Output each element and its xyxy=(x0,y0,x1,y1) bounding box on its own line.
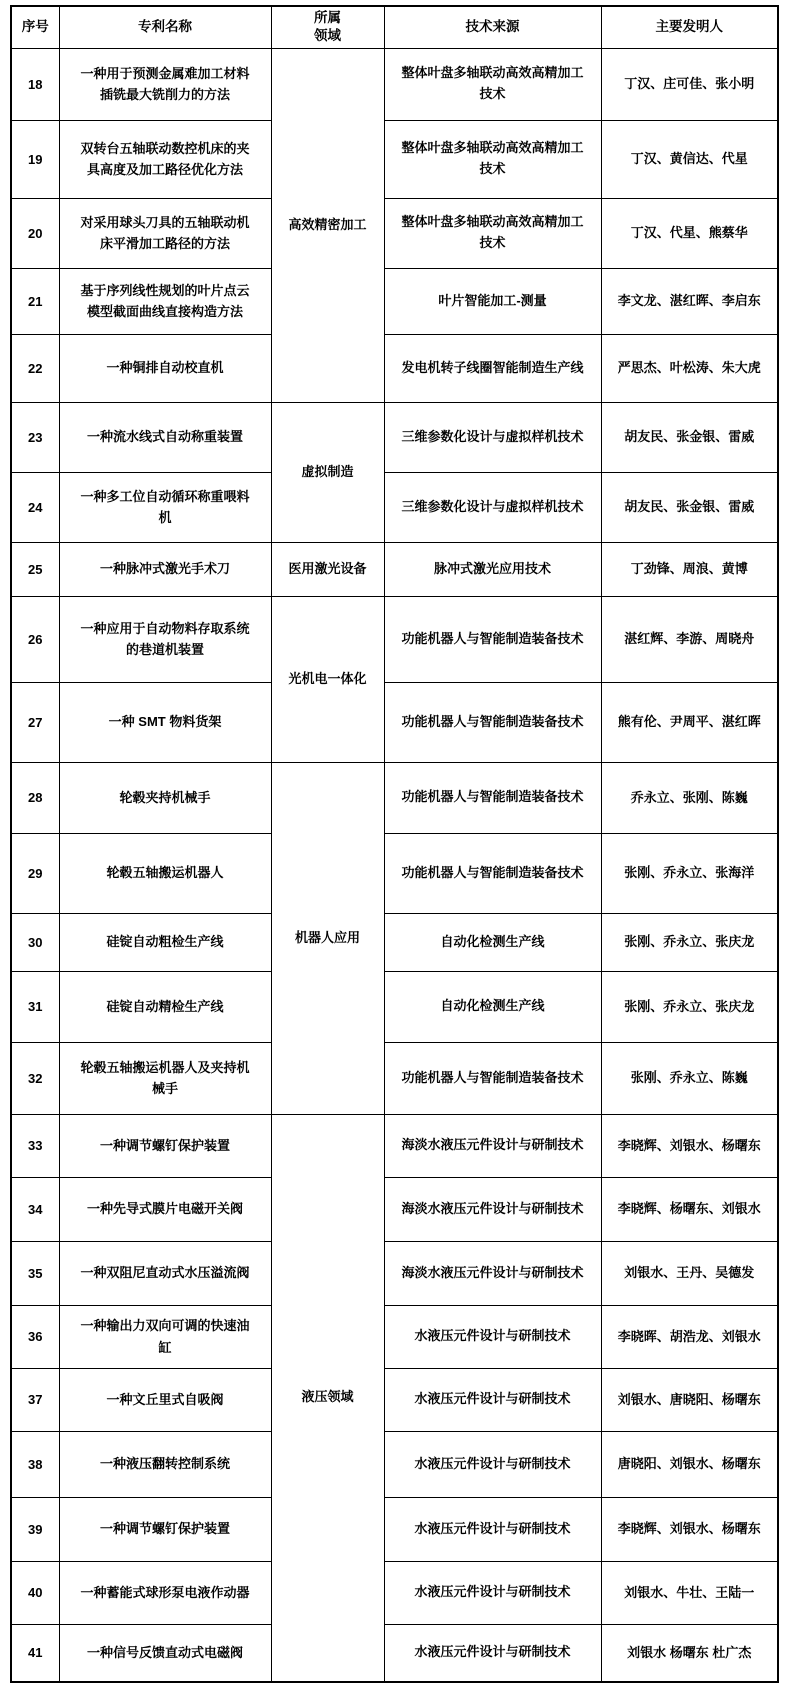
table-row xyxy=(11,472,778,542)
table-row xyxy=(11,971,778,1042)
cell-no: 21 xyxy=(11,268,59,334)
cell-no: 20 xyxy=(11,198,59,268)
header-field-line2: 领域 xyxy=(314,28,341,44)
cell-source: 海淡水液压元件设计与研制技术 xyxy=(384,1177,601,1241)
cell-no: 33 xyxy=(11,1114,59,1177)
cell-no: 29 xyxy=(11,833,59,913)
cell-inventors: 刘银水、王丹、吴德发 xyxy=(601,1241,778,1305)
cell-inventors: 张刚、乔永立、张海洋 xyxy=(601,833,778,913)
table-row xyxy=(11,402,778,472)
cell-patent-name: 对采用球头刀具的五轴联动机床平滑加工路径的方法 xyxy=(59,198,271,268)
cell-patent-name: 一种调节螺钉保护装置 xyxy=(59,1497,271,1561)
cell-patent-name: 一种信号反馈直动式电磁阀 xyxy=(59,1624,271,1682)
table-row xyxy=(11,1177,778,1241)
cell-source: 功能机器人与智能制造装备技术 xyxy=(384,596,601,682)
cell-field: 医用激光设备 xyxy=(271,542,384,596)
cell-inventors: 张刚、乔永立、张庆龙 xyxy=(601,971,778,1042)
header-source: 技术来源 xyxy=(384,6,601,48)
cell-patent-name: 一种调节螺钉保护装置 xyxy=(59,1114,271,1177)
table-row xyxy=(11,1368,778,1431)
cell-inventors: 丁汉、黄信达、代星 xyxy=(601,120,778,198)
cell-patent-name: 轮毂五轴搬运机器人 xyxy=(59,833,271,913)
header-field-line1: 所属 xyxy=(314,10,341,26)
cell-patent-name: 一种先导式膜片电磁开关阀 xyxy=(59,1177,271,1241)
cell-inventors: 李晓辉、刘银水、杨曙东 xyxy=(601,1114,778,1177)
table-row xyxy=(11,682,778,762)
cell-patent-name: 一种输出力双向可调的快速油缸 xyxy=(59,1305,271,1368)
cell-inventors: 李晓辉、杨曙东、刘银水 xyxy=(601,1177,778,1241)
cell-source: 发电机转子线圈智能制造生产线 xyxy=(384,334,601,402)
cell-no: 34 xyxy=(11,1177,59,1241)
cell-no: 22 xyxy=(11,334,59,402)
cell-source: 功能机器人与智能制造装备技术 xyxy=(384,762,601,833)
table-row xyxy=(11,542,778,596)
cell-source: 水液压元件设计与研制技术 xyxy=(384,1497,601,1561)
table-row xyxy=(11,913,778,971)
cell-source: 整体叶盘多轴联动高效高精加工技术 xyxy=(384,198,601,268)
cell-source: 三维参数化设计与虚拟样机技术 xyxy=(384,472,601,542)
cell-source: 水液压元件设计与研制技术 xyxy=(384,1624,601,1682)
cell-source: 整体叶盘多轴联动高效高精加工技术 xyxy=(384,120,601,198)
cell-no: 37 xyxy=(11,1368,59,1431)
cell-no: 39 xyxy=(11,1497,59,1561)
header-row xyxy=(11,6,778,48)
table-row xyxy=(11,1497,778,1561)
cell-patent-name: 双转台五轴联动数控机床的夹具高度及加工路径优化方法 xyxy=(59,120,271,198)
cell-source: 海淡水液压元件设计与研制技术 xyxy=(384,1241,601,1305)
cell-patent-name: 基于序列线性规划的叶片点云模型截面曲线直接构造方法 xyxy=(59,268,271,334)
cell-no: 24 xyxy=(11,472,59,542)
cell-source: 脉冲式激光应用技术 xyxy=(384,542,601,596)
table-row xyxy=(11,48,778,120)
cell-inventors: 湛红辉、李游、周晓舟 xyxy=(601,596,778,682)
header-field xyxy=(271,6,384,48)
table-row xyxy=(11,1561,778,1624)
table-row xyxy=(11,596,778,682)
cell-no: 31 xyxy=(11,971,59,1042)
cell-source: 整体叶盘多轴联动高效高精加工技术 xyxy=(384,48,601,120)
table-row xyxy=(11,198,778,268)
cell-source: 水液压元件设计与研制技术 xyxy=(384,1431,601,1497)
cell-patent-name: 轮毂五轴搬运机器人及夹持机械手 xyxy=(59,1042,271,1114)
cell-source: 水液压元件设计与研制技术 xyxy=(384,1368,601,1431)
cell-no: 36 xyxy=(11,1305,59,1368)
cell-patent-name: 一种铜排自动校直机 xyxy=(59,334,271,402)
cell-inventors: 张刚、乔永立、张庆龙 xyxy=(601,913,778,971)
cell-no: 32 xyxy=(11,1042,59,1114)
cell-inventors: 李文龙、湛红晖、李启东 xyxy=(601,268,778,334)
table-row xyxy=(11,833,778,913)
cell-inventors: 刘银水、牛壮、王陆一 xyxy=(601,1561,778,1624)
cell-no: 41 xyxy=(11,1624,59,1682)
cell-patent-name: 一种用于预测金属难加工材料插铣最大铣削力的方法 xyxy=(59,48,271,120)
cell-no: 38 xyxy=(11,1431,59,1497)
cell-source: 叶片智能加工-测量 xyxy=(384,268,601,334)
cell-source: 海淡水液压元件设计与研制技术 xyxy=(384,1114,601,1177)
header-no: 序号 xyxy=(11,6,59,48)
cell-patent-name: 一种多工位自动循环称重喂料机 xyxy=(59,472,271,542)
cell-inventors: 张刚、乔永立、陈巍 xyxy=(601,1042,778,1114)
cell-patent-name: 一种 SMT 物料货架 xyxy=(59,682,271,762)
cell-inventors: 熊有伦、尹周平、湛红晖 xyxy=(601,682,778,762)
table-row xyxy=(11,120,778,198)
cell-inventors: 李晓晖、胡浩龙、刘银水 xyxy=(601,1305,778,1368)
table-row xyxy=(11,334,778,402)
cell-inventors: 胡友民、张金银、雷威 xyxy=(601,472,778,542)
cell-no: 26 xyxy=(11,596,59,682)
cell-field: 机器人应用 xyxy=(271,762,384,1114)
table-row xyxy=(11,1305,778,1368)
cell-patent-name: 一种流水线式自动称重装置 xyxy=(59,402,271,472)
table-row xyxy=(11,762,778,833)
cell-patent-name: 一种应用于自动物料存取系统的巷道机装置 xyxy=(59,596,271,682)
cell-no: 25 xyxy=(11,542,59,596)
cell-inventors: 丁汉、庄可佳、张小明 xyxy=(601,48,778,120)
cell-field: 虚拟制造 xyxy=(271,402,384,542)
cell-inventors: 乔永立、张刚、陈巍 xyxy=(601,762,778,833)
cell-inventors: 李晓辉、刘银水、杨曙东 xyxy=(601,1497,778,1561)
cell-inventors: 丁劲锋、周浪、黄博 xyxy=(601,542,778,596)
cell-inventors: 丁汉、代星、熊蔡华 xyxy=(601,198,778,268)
header-name: 专利名称 xyxy=(59,6,271,48)
table-row xyxy=(11,1114,778,1177)
cell-no: 18 xyxy=(11,48,59,120)
table-row xyxy=(11,268,778,334)
cell-no: 27 xyxy=(11,682,59,762)
cell-no: 28 xyxy=(11,762,59,833)
cell-patent-name: 一种蓄能式球形泵电液作动器 xyxy=(59,1561,271,1624)
table-row xyxy=(11,1431,778,1497)
cell-patent-name: 一种液压翻转控制系统 xyxy=(59,1431,271,1497)
cell-no: 40 xyxy=(11,1561,59,1624)
cell-field: 液压领域 xyxy=(271,1114,384,1682)
cell-patent-name: 一种脉冲式激光手术刀 xyxy=(59,542,271,596)
cell-inventors: 唐晓阳、刘银水、杨曙东 xyxy=(601,1431,778,1497)
cell-no: 19 xyxy=(11,120,59,198)
cell-no: 23 xyxy=(11,402,59,472)
table-row xyxy=(11,1241,778,1305)
cell-source: 自动化检测生产线 xyxy=(384,913,601,971)
cell-source: 功能机器人与智能制造装备技术 xyxy=(384,1042,601,1114)
cell-inventors: 刘银水 杨曙东 杜广杰 xyxy=(601,1624,778,1682)
cell-source: 三维参数化设计与虚拟样机技术 xyxy=(384,402,601,472)
cell-patent-name: 轮毂夹持机械手 xyxy=(59,762,271,833)
cell-no: 35 xyxy=(11,1241,59,1305)
cell-field: 光机电一体化 xyxy=(271,596,384,762)
table-row xyxy=(11,1624,778,1682)
cell-inventors: 刘银水、唐晓阳、杨曙东 xyxy=(601,1368,778,1431)
cell-field: 高效精密加工 xyxy=(271,48,384,402)
table-row xyxy=(11,1042,778,1114)
cell-patent-name: 硅锭自动精检生产线 xyxy=(59,971,271,1042)
cell-source: 自动化检测生产线 xyxy=(384,971,601,1042)
cell-source: 功能机器人与智能制造装备技术 xyxy=(384,833,601,913)
patent-table xyxy=(10,5,779,1683)
cell-inventors: 严思杰、叶松涛、朱大虎 xyxy=(601,334,778,402)
cell-patent-name: 一种文丘里式自吸阀 xyxy=(59,1368,271,1431)
cell-source: 功能机器人与智能制造装备技术 xyxy=(384,682,601,762)
cell-patent-name: 一种双阻尼直动式水压溢流阀 xyxy=(59,1241,271,1305)
cell-no: 30 xyxy=(11,913,59,971)
cell-source: 水液压元件设计与研制技术 xyxy=(384,1561,601,1624)
cell-source: 水液压元件设计与研制技术 xyxy=(384,1305,601,1368)
cell-patent-name: 硅锭自动粗检生产线 xyxy=(59,913,271,971)
cell-inventors: 胡友民、张金银、雷威 xyxy=(601,402,778,472)
header-inventors: 主要发明人 xyxy=(601,6,778,48)
